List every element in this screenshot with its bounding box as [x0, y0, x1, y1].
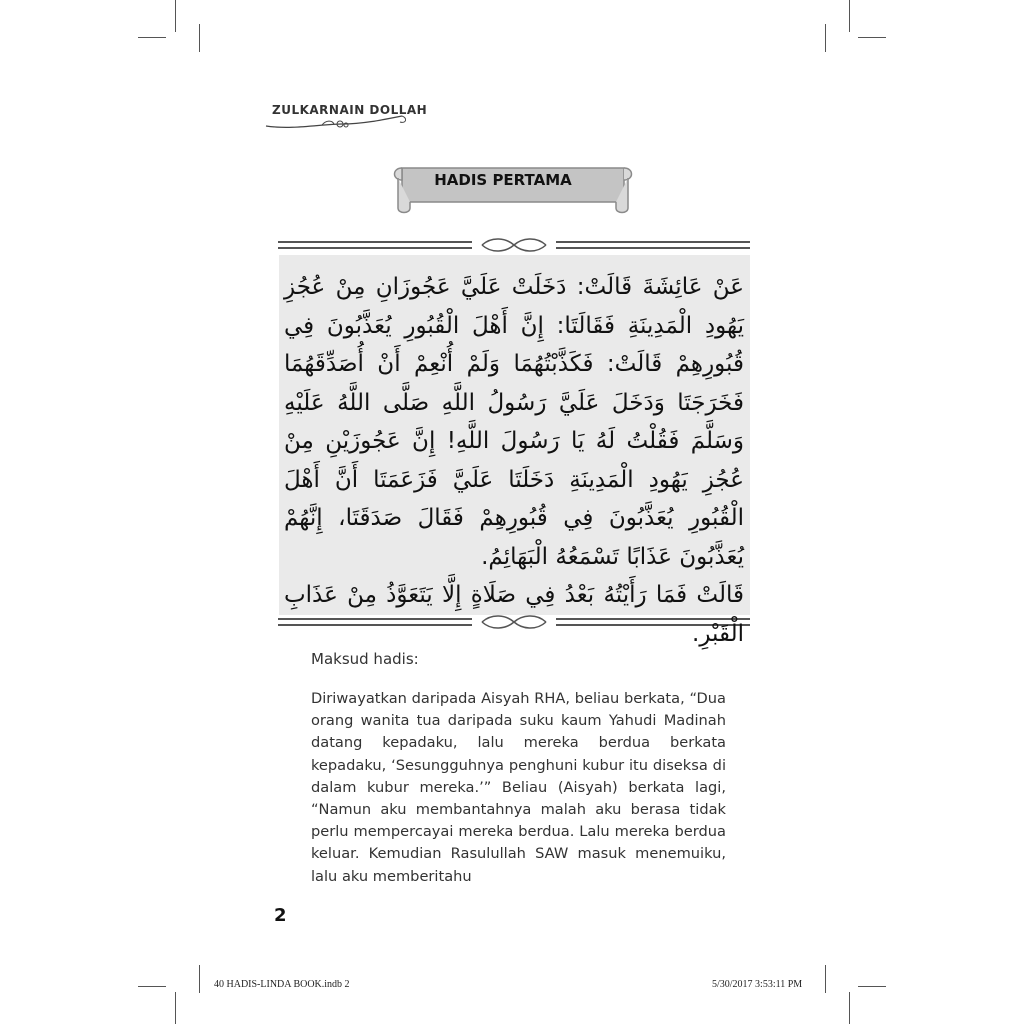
crop-mark-bottom-right-vertical-inner	[825, 965, 826, 993]
crop-mark-top-left-vertical-inner	[199, 24, 200, 52]
crop-mark-bottom-right-vertical	[849, 992, 850, 1024]
slug-datetime: 5/30/2017 3:53:11 PM	[712, 979, 803, 990]
crop-mark-bottom-left-horizontal	[138, 986, 166, 987]
crop-mark-bottom-right-horizontal	[858, 986, 886, 987]
chapter-title: HADIS PERTAMA	[434, 171, 572, 189]
slug-file-name: 40 HADIS-LINDA BOOK.indb 2	[214, 979, 350, 990]
crop-mark-top-right-vertical	[849, 0, 850, 32]
page-number: 2	[274, 905, 287, 926]
crop-mark-top-right-horizontal	[858, 37, 886, 38]
crop-mark-bottom-left-vertical-inner	[199, 965, 200, 993]
running-header-author: ZULKARNAIN DOLLAH	[272, 103, 428, 117]
crop-mark-bottom-left-vertical	[175, 992, 176, 1024]
arabic-paragraph: قَالَتْ فَمَا رَأَيْتُهُ بَعْدُ فِي صَلَاةٍ إِلَّا يَتَعَوَّذُ مِنْ عَذَابِ الْقَبْرِ.	[284, 582, 744, 647]
arabic-hadith-text	[284, 268, 744, 653]
flourish-ornament	[262, 112, 412, 134]
arabic-paragraph: عَنْ عَائِشَةَ قَالَتْ: دَخَلَتْ عَلَيَّ عَجُوزَانِ مِنْ عُجُزِ يَهُودِ الْمَدِينَةِ فَقَالَتَا: إِنَّ أَهْلَ الْقُبُورِ يُعَذَّبُونَ فِي قُبُورِهِمْ قَالَتْ: فَكَذَّبْتُهُمَا وَلَمْ أُنْعِمْ أَنْ أُصَدِّقَهُمَا فَخَرَجَتَا وَدَخَلَ عَلَيَّ رَسُولُ اللَّهِ صَلَّى اللَّهُ عَلَيْهِ وَسَلَّمَ فَقُلْتُ لَهُ يَا رَسُولَ اللَّهِ! إِنَّ عَجُوزَيْنِ مِنْ عُجُزِ يَهُودِ الْمَدِينَةِ دَخَلَتَا عَلَيَّ فَزَعَمَتَا أَنَّ أَهْلَ الْقُبُورِ يُعَذَّبُونَ فِي قُبُورِهِمْ فَقَالَ صَدَقَتَا، إِنَّهُمْ يُعَذَّبُونَ عَذَابًا تَسْمَعُهُ الْبَهَائِمُ.	[284, 274, 744, 570]
ornamental-divider-top	[276, 236, 752, 256]
translation-label: Maksud hadis:	[311, 650, 419, 668]
translation-text: Diriwayatkan daripada Aisyah RHA, beliau berkata, “Dua orang wanita tua daripada suku kaum Yahudi Madinah datang kepadaku, lalu mereka berdua berkata kepadaku, ‘Sesungguhnya penghuni kubur itu diseksa di dalam kubur mereka.’” Beliau (Aisyah) berkata lagi, “Namun aku membantahnya malah aku berasa tidak perlu mempercayai mereka berdua. Lalu mereka berdua keluar. Kemudian Rasulullah SAW masuk menemuiku, lalu aku memberitahu	[311, 690, 726, 885]
crop-mark-top-left-vertical	[175, 0, 176, 32]
crop-mark-top-right-vertical-inner	[825, 24, 826, 52]
crop-mark-top-left-horizontal	[138, 37, 166, 38]
